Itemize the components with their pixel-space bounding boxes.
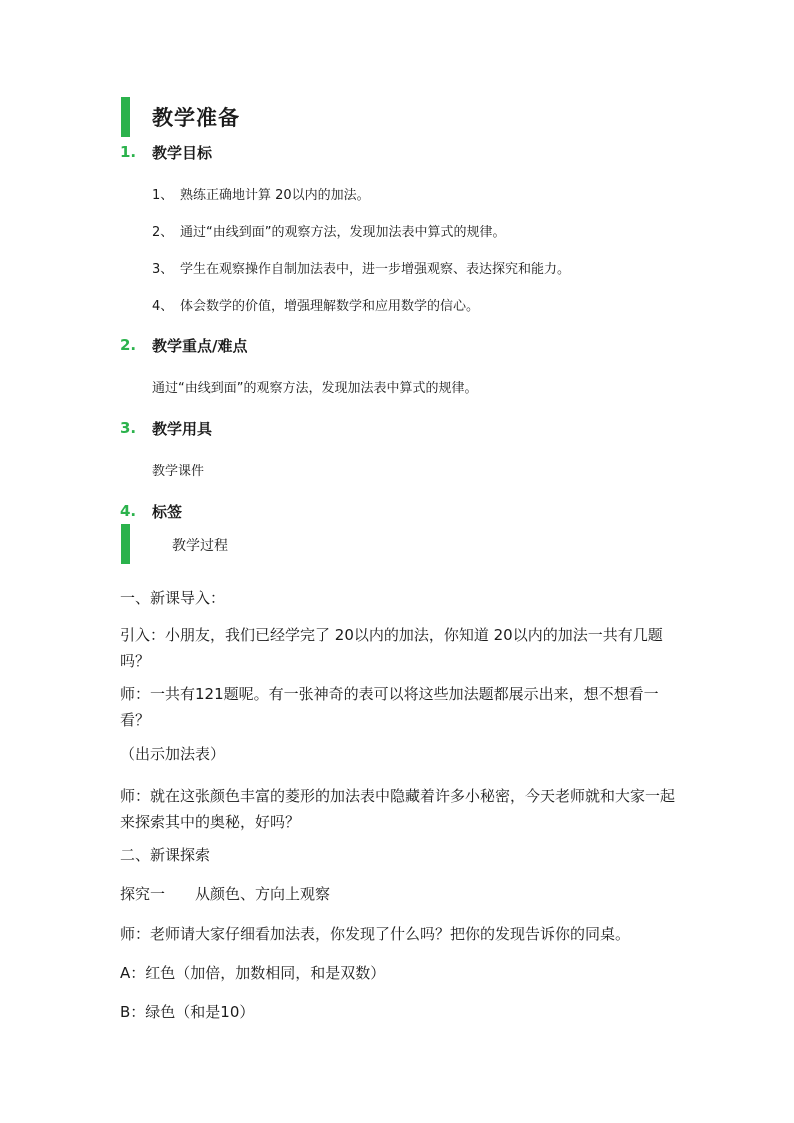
tag-accent-bar — [121, 524, 130, 564]
section-heading-key-points: 教学重点/难点 — [152, 337, 248, 355]
list-index: 4、 — [152, 299, 174, 314]
section-heading-tools: 教学用具 — [152, 420, 213, 438]
list-text: 体会数学的价值，增强理解数学和应用数学的信心。 — [180, 299, 480, 314]
section-number: 1. — [120, 143, 137, 161]
section-number: 3. — [120, 419, 137, 437]
section-number: 4. — [120, 502, 137, 520]
process-paragraph: B：绿色（和是10） — [120, 1003, 255, 1021]
process-paragraph: A：红色（加倍，加数相同，和是双数） — [120, 964, 386, 982]
list-text: 熟练正确地计算 20以内的加法。 — [180, 188, 370, 203]
process-paragraph: 引入：小朋友，我们已经学完了 20以内的加法，你知道 20以内的加法一共有几题吗？ — [120, 626, 663, 670]
list-index: 1、 — [152, 188, 174, 203]
title-accent-bar — [121, 97, 130, 137]
list-text: 通过“由线到面”的观察方法，发现加法表中算式的规律。 — [180, 225, 506, 240]
section-number: 2. — [120, 336, 137, 354]
list-text: 学生在观察操作自制加法表中，进一步增强观察、表达探究和能力。 — [180, 262, 571, 277]
process-paragraph: 二、新课探索 — [120, 846, 211, 864]
process-paragraph: （出示加法表） — [120, 745, 226, 763]
tag-label: 教学过程 — [172, 538, 228, 554]
process-paragraph: 探究一 从颜色、方向上观察 — [120, 885, 331, 903]
tools-text: 教学课件 — [152, 464, 205, 479]
process-paragraph: 一、新课导入： — [120, 589, 226, 607]
page-title: 教学准备 — [152, 106, 240, 130]
list-index: 3、 — [152, 262, 174, 277]
process-paragraph: 师：老师请大家仔细看加法表，你发现了什么吗？把你的发现告诉你的同桌。 — [120, 925, 631, 943]
process-paragraph: 师：一共有121题呢。有一张神奇的表可以将这些加法题都展示出来，想不想看一看？ — [120, 685, 659, 729]
section-heading-tags: 标签 — [152, 503, 183, 521]
process-paragraph: 师：就在这张颜色丰富的菱形的加法表中隐藏着许多小秘密，今天老师就和大家一起来探索其中的奥秘，好吗？ — [120, 787, 676, 831]
key-points-text: 通过“由线到面”的观察方法，发现加法表中算式的规律。 — [152, 381, 478, 396]
list-index: 2、 — [152, 225, 174, 240]
section-heading-goals: 教学目标 — [152, 144, 213, 162]
